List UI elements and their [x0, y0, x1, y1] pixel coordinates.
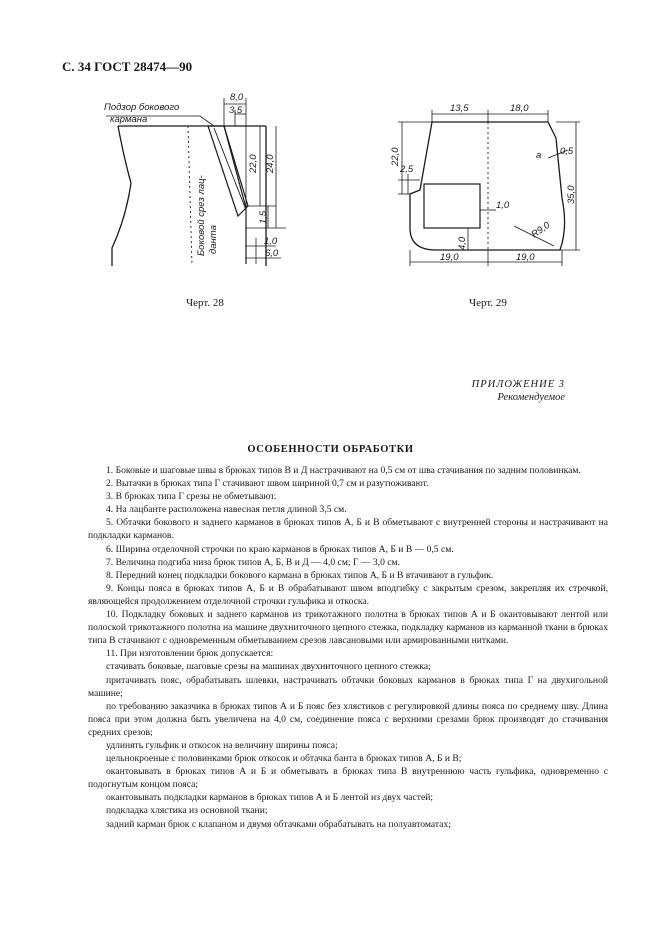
paragraph: удлинять гульфик и откосок на величину ширины пояса; — [106, 739, 338, 751]
dim-6-0: 6,0 — [265, 248, 279, 259]
dim-2-5: 2,5 — [400, 164, 414, 175]
appendix-title: ПРИЛОЖЕНИЕ 3 — [471, 379, 565, 390]
paragraph: 10. Подкладку боковых и заднего карманов из трикотажного полотна в брюках типов А и Б окантовывают лентой или полоской трикотажного полотна на машине двухниточного цепного стежка, подкладку карманов из карманной ткани в брюках типа В стачивают с одновременным обметыванием срезов лавсановыми или армированными нитками. — [88, 609, 608, 647]
label-pocket: кармана — [110, 114, 148, 125]
label-side-cut: Боковой срез лац- — [196, 175, 207, 256]
dim-a: а — [536, 150, 542, 161]
figure-29 — [384, 100, 596, 278]
paragraph: 2. Вытачки в брюках типа Г стачивают швом шириной 0,7 см и разутюживают. — [106, 478, 429, 490]
paragraph: окантовывать подкладки карманов в брюках типов А и Б лентой из двух частей; — [106, 792, 434, 804]
paragraph: стачивать боковые, шаговые срезы на машинах двухниточного цепного стежка; — [106, 661, 431, 673]
dim-22-0: 22,0 — [248, 154, 259, 173]
paragraph: цельнокроеные с половинками брюк откосок и обтачка банта в брюках типов А, Б и В; — [106, 753, 462, 765]
dim-1-5: 1,5 — [258, 210, 269, 224]
paragraph: 3. В брюках типа Г срезы не обметывают. — [106, 491, 277, 503]
dim-8-0: 8,0 — [230, 92, 244, 103]
paragraph: окантовывать в брюках типов А и Б и обметывать в брюках типа В внутреннюю часть гульфика, одновременно с подогнутым концом пояса; — [88, 766, 608, 791]
dim-19-0-right: 19,0 — [516, 252, 535, 263]
figure-28-drawing — [96, 88, 306, 278]
page-header: С. 34 ГОСТ 28474—90 — [62, 59, 193, 74]
dim-22-0-fig29: 22,0 — [390, 147, 401, 166]
paragraph: 9. Концы пояса в брюках типов А, Б и В обрабатывают швом вподгибку с закрытым срезом, закрепляя их строчкой, являющейся продолжением отделочной строчки гульфика и откоска. — [88, 582, 608, 607]
paragraph: задний карман брюк с клапаном и двумя обтачками обрабатывать на полуавтоматах; — [106, 818, 451, 830]
appendix-subtitle: Рекомендуемое — [497, 392, 565, 403]
paragraph: подкладка хлястика из основной ткани; — [106, 805, 268, 817]
label-side-cut-2: данта — [208, 225, 219, 254]
dim-13-5: 13,5 — [450, 103, 469, 114]
dim-35-0: 35,0 — [566, 185, 577, 204]
figure-28 — [96, 88, 306, 278]
paragraph: 7. Величина подгиба низа брюк типов А, Б, В и Д — 4,0 см; Г — 3,0 см. — [106, 556, 401, 568]
dim-19-0-left: 19,0 — [440, 252, 459, 263]
body-text — [88, 464, 608, 831]
figure-28-caption: Черт. 28 — [186, 297, 224, 309]
paragraph: 11. При изготовлении брюк допускается: — [106, 648, 274, 660]
dim-3-5: 3,5 — [229, 105, 243, 116]
paragraph: притачивать пояс, обрабатывать шлевки, настрачивать обтачки боковых карманов в брюках типа Г на двухигольной машине; — [88, 674, 608, 699]
paragraph: 5. Обтачки бокового и заднего карманов в брюках типов А, Б и В обметывают с внутренней стороны и настрачивают на подкладки карманов. — [88, 517, 608, 542]
dim-24-0: 24,0 — [265, 154, 276, 173]
dim-18-0: 18,0 — [510, 103, 529, 114]
figure-29-caption: Черт. 29 — [469, 297, 507, 309]
paragraph: 6. Ширина отделочной строчки по краю карманов в брюках типов А, Б и В — 0,5 см. — [106, 543, 454, 555]
dim-1-0-fig29: 1,0 — [496, 200, 510, 211]
paragraph: 8. Передний конец подкладки бокового кармана в брюках типов А, Б и В втачивают в гульфик. — [106, 569, 494, 581]
paragraph: по требованию заказчика в брюках типов А и Б пояс без хлястиков с регулировкой длины пояса по среднему шву. Длина пояса при этом должна быть увеличена на 4,0 см, соединение пояса с верхними срезами брюк производят до стачивания средних срезов; — [88, 700, 608, 738]
appendix-heading — [472, 378, 565, 404]
section-title: ОСОБЕННОСТИ ОБРАБОТКИ — [247, 444, 414, 455]
dim-r9-0: R9,0 — [529, 219, 553, 241]
figure-29-drawing — [384, 100, 596, 278]
label-seam-allowance: Подзор бокового — [104, 102, 180, 113]
paragraph: 1. Боковые и шаговые швы в брюках типов В и Д настрачивают на 0,5 см от шва стачивания по задним половинкам. — [106, 465, 581, 476]
paragraph: 4. На лацбанте расположена навесная петля длиной 3,5 см. — [106, 504, 347, 516]
dim-4-0: 4,0 — [457, 236, 468, 250]
dim-1-0: 1,0 — [264, 236, 278, 247]
dim-0-5: 0,5 — [560, 146, 574, 157]
